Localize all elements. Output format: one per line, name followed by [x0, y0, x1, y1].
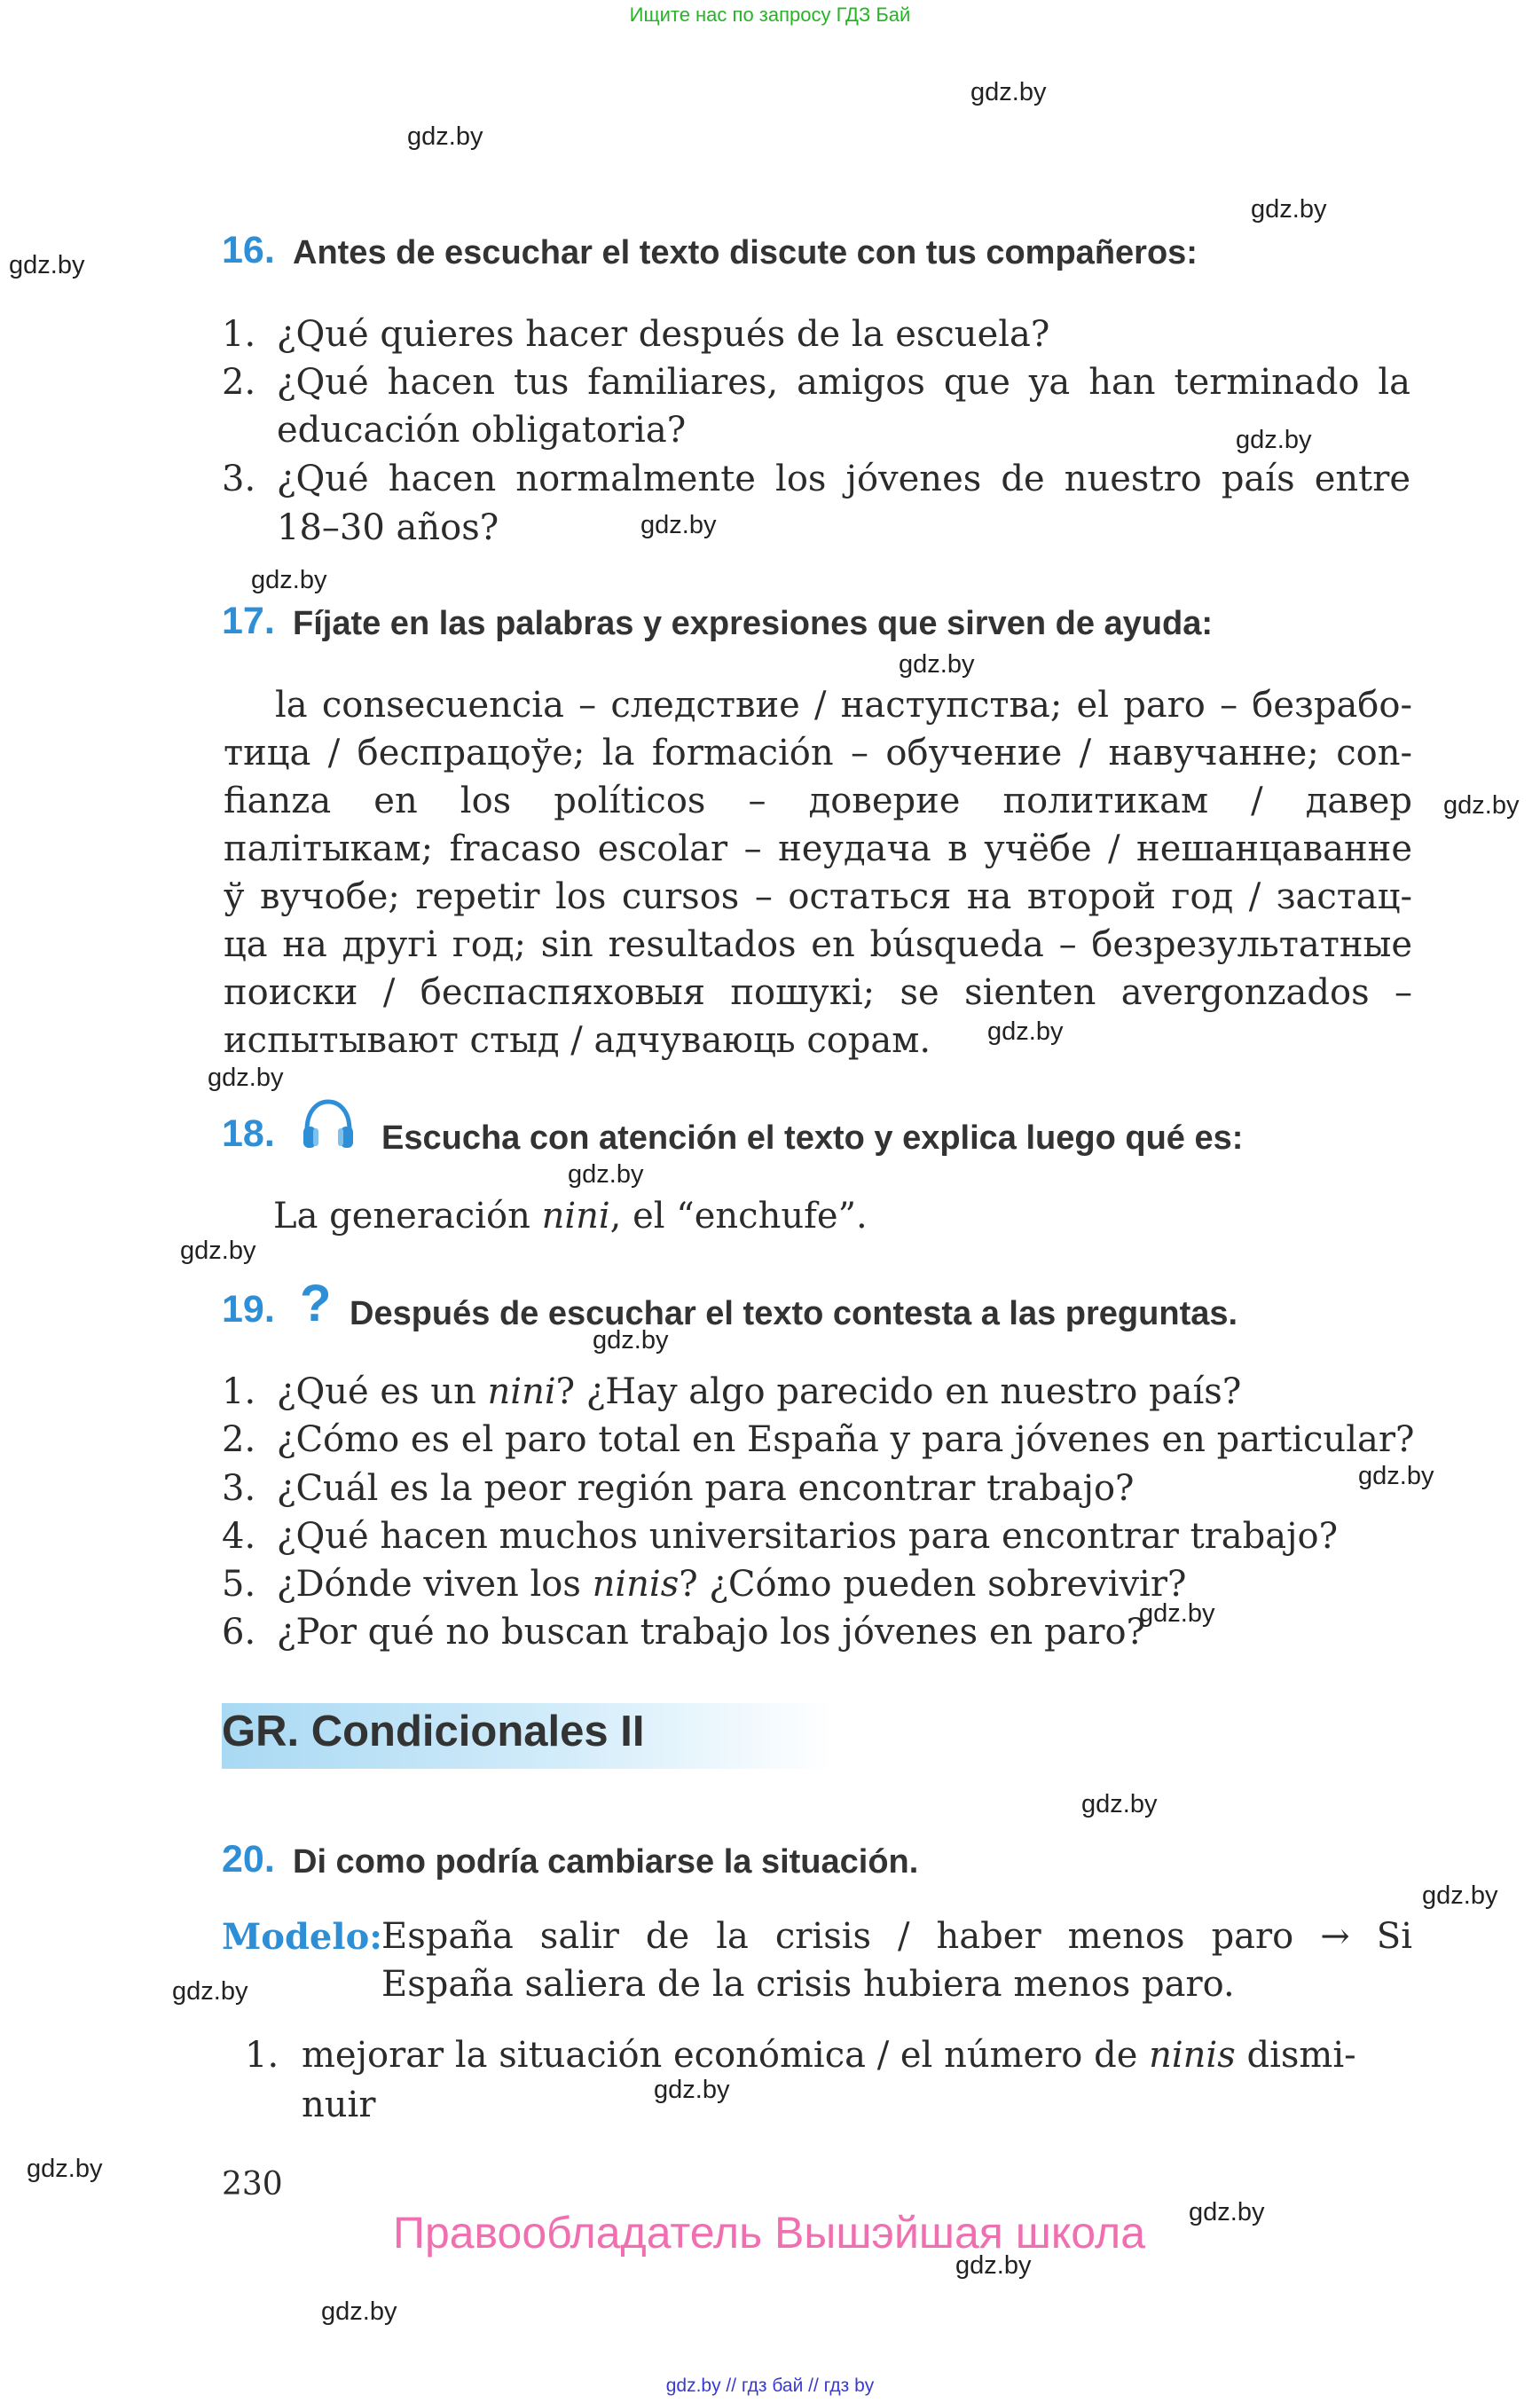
watermark: gdz.by	[1189, 2198, 1265, 2226]
vocabulary-line: ца на другі год; sin resultados en búsqueda – безрезультатные	[224, 924, 1412, 965]
copyright-holder: Правообладатель Вышэйшая школа	[393, 2208, 1145, 2258]
watermark: gdz.by	[321, 2297, 397, 2326]
list-item: 1. ¿Qué quieres hacer después de la escuela?	[222, 314, 1050, 355]
exercise-18-number: 18.	[222, 1112, 275, 1155]
watermark: gdz.by	[640, 511, 717, 539]
question-item: 6. ¿Por qué no buscan trabajo los jóvenes en paro?	[222, 1612, 1146, 1653]
vocabulary-line: испытывают стыд / адчуваюць сорам.	[224, 1020, 931, 1061]
exercise-20-title: Di como podría cambiarse la situación.	[293, 1843, 919, 1881]
question-item: 4. ¿Qué hacen muchos universitarios para encontrar trabajo?	[222, 1516, 1339, 1557]
exercise-20-number: 20.	[222, 1838, 275, 1881]
exercise-17-number: 17.	[222, 600, 275, 642]
exercise-18-text: La generación nini, el “enchufe”.	[273, 1196, 868, 1237]
watermark: gdz.by	[568, 1160, 644, 1189]
list-item: 2. ¿Qué hacen tus familiares, amigos que ya han terminado la	[222, 362, 1410, 403]
watermark: gdz.by	[9, 251, 85, 279]
exercise-17-title: Fíjate en las palabras y expresiones que sirven de ayuda:	[293, 605, 1214, 642]
watermark: gdz.by	[1443, 791, 1520, 820]
watermark: gdz.by	[970, 78, 1047, 106]
list-item-continuation: 18–30 años?	[277, 507, 499, 548]
watermark: gdz.by	[1081, 1790, 1158, 1818]
list-item-continuation: educación obligatoria?	[277, 410, 687, 451]
exercise-16-number: 16.	[222, 229, 275, 271]
vocabulary-line: fianza en los políticos – доверие политикам / давер	[224, 781, 1412, 821]
exercise-20-item: 1. mejorar la situación económica / el número de ninis dismi-	[245, 2035, 1356, 2076]
watermark: gdz.by	[1422, 1881, 1498, 1910]
watermark: gdz.by	[27, 2155, 103, 2183]
question-item: 2. ¿Cómo es el paro total en España y para jóvenes en particular?	[222, 1419, 1415, 1460]
vocabulary-line: ў вучобе; repetir los cursos – остаться на второй год / застац-	[224, 876, 1412, 917]
watermark: gdz.by	[407, 122, 483, 151]
question-item: 3. ¿Cuál es la peor región para encontrar trabajo?	[222, 1468, 1135, 1509]
vocabulary-line: палітыкам; fracaso escolar – неудача в учёбе / нешанцаванне	[224, 828, 1412, 869]
question-item: 1. ¿Qué es un nini? ¿Hay algo parecido en nuestro país?	[222, 1371, 1242, 1412]
list-item: 3. ¿Qué hacen normalmente los jóvenes de nuestro país entre	[222, 459, 1410, 499]
exercise-18-title: Escucha con atención el texto y explica luego qué es:	[381, 1119, 1244, 1157]
model-label: Modelo:	[222, 1916, 383, 1958]
headphones-icon	[300, 1096, 357, 1153]
question-icon: ?	[300, 1275, 332, 1332]
watermark: gdz.by	[251, 566, 327, 594]
watermark: gdz.by	[172, 1977, 248, 2006]
watermark: gdz.by	[987, 1017, 1064, 1046]
vocabulary-line: la consecuencia – следствие / наступства; el paro – безрабо-	[275, 685, 1412, 726]
watermark: gdz.by	[1251, 195, 1327, 224]
page-number: 230	[222, 2166, 283, 2203]
watermark: gdz.by	[654, 2076, 730, 2104]
watermark: gdz.by	[180, 1237, 256, 1265]
watermark: gdz.by	[208, 1064, 284, 1092]
exercise-19-title: Después de escuchar el texto contesta a las preguntas.	[350, 1295, 1238, 1332]
question-item: 5. ¿Dónde viven los ninis? ¿Cómo pueden sobrevivir?	[222, 1564, 1187, 1605]
watermark: gdz.by	[593, 1326, 669, 1355]
exercise-20-item-continuation: nuir	[302, 2085, 376, 2125]
vocabulary-line: тица / беспрацоўе; la formación – обучение / навучанне; con-	[224, 733, 1412, 774]
top-banner[interactable]: Ищите нас по запросу ГДЗ Бай	[629, 4, 911, 26]
bottom-banner[interactable]: gdz.by // гдз бай // гдз by	[665, 2376, 875, 2396]
model-line: España salir de la crisis / haber menos paro → Si	[381, 1916, 1412, 1957]
watermark: gdz.by	[955, 2251, 1032, 2280]
vocabulary-paragraph	[224, 681, 1412, 1064]
vocabulary-line: поиски / беспаспяховыя пошукі; se sienten avergonzados –	[224, 972, 1412, 1013]
exercise-16-title: Antes de escuchar el texto discute con tus compañeros:	[293, 234, 1198, 271]
watermark: gdz.by	[1236, 426, 1312, 454]
watermark: gdz.by	[1358, 1462, 1434, 1490]
exercise-19-number: 19.	[222, 1288, 275, 1331]
grammar-heading: GR. Condicionales II	[222, 1708, 645, 1755]
watermark: gdz.by	[899, 650, 975, 679]
model-line: España saliera de la crisis hubiera menos paro.	[381, 1964, 1235, 2005]
watermark: gdz.by	[1139, 1599, 1215, 1628]
